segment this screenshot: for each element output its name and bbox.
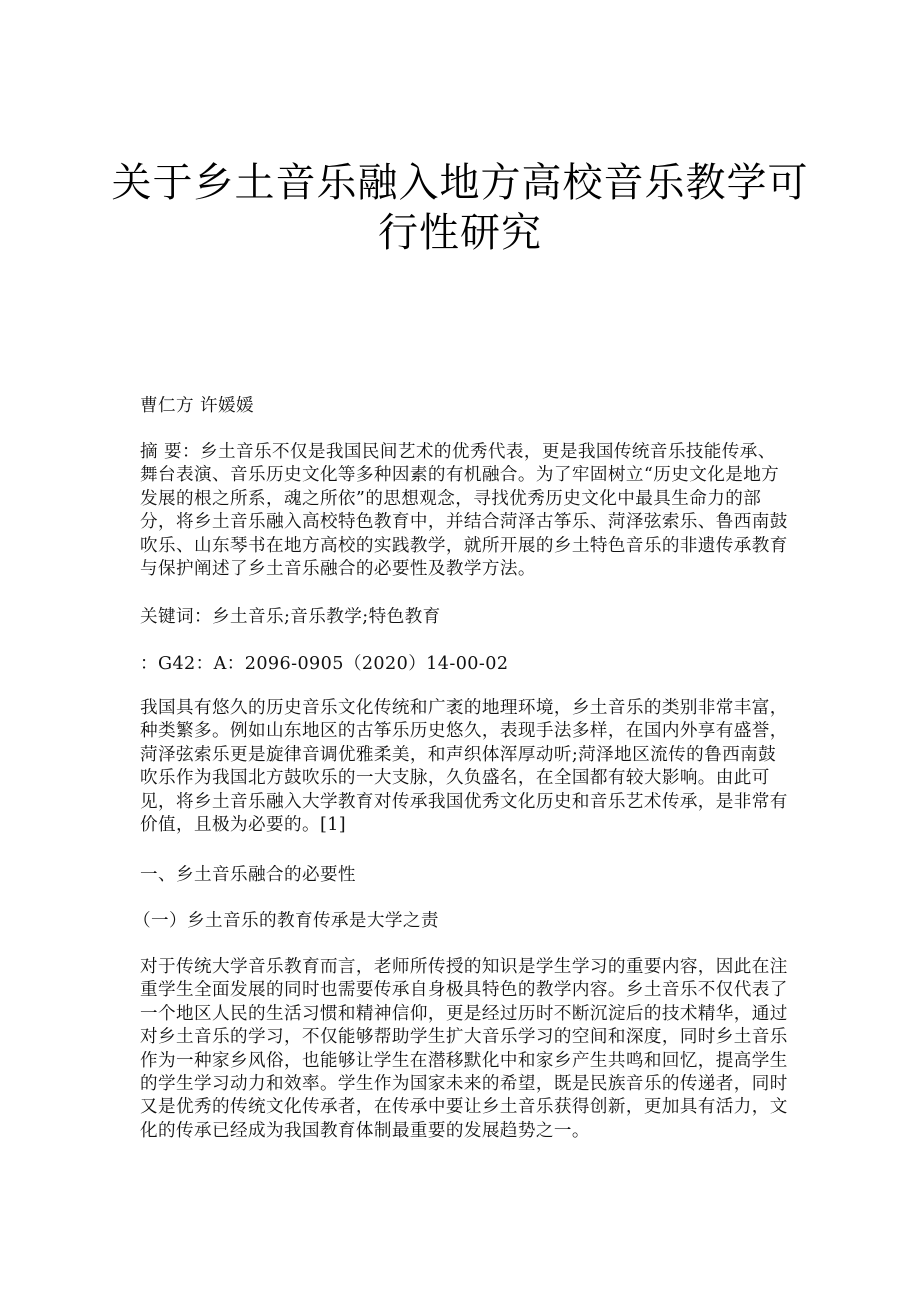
subsection-heading: [133, 910, 783, 933]
section-heading: [140, 864, 790, 887]
page-title: 关于乡土音乐融入地方高校音乐教学可行性研究: [111, 160, 809, 256]
keywords-text: 关键词：乡土音乐;音乐教学;特色教育: [140, 607, 441, 627]
intro-paragraph: [140, 697, 790, 837]
abstract: [140, 441, 790, 581]
subsection1-heading: （一）乡土音乐的教育传承是大学之责: [133, 911, 439, 931]
subsection1-body: 对于传统大学音乐教育而言，老师所传授的知识是学生学习的重要内容，因此在注重学生全面发展的同时也需要传承自身极具特色的教学内容。乡土音乐不仅代表了一个地区人民的生活习惯和精神信仰，更是经过历时不断沉淀后的技术精华，通过对乡土音乐的学习，不仅能够帮助学生扩大音乐学习的空间和深度，同时乡土音乐作为一种家乡风俗，也能够让学生在潜移默化中和家乡产生共鸣和回忆，提高学生的学生学习动力和效率。学生作为国家未来的希望，既是民族音乐的传递者，同时又是优秀的传统文化传承者，在传承中要让乡土音乐获得创新，更加具有活力，文化的传承已经成为我国教育体制最重要的发展趋势之一。: [140, 957, 788, 1141]
body-paragraph: [140, 956, 790, 1143]
intro-text: 我国具有悠久的历史音乐文化传统和广袤的地理环境，乡土音乐的类别非常丰富，种类繁多。例如山东地区的古筝乐历史悠久，表现手法多样，在国内外享有盛誉，菏泽弦索乐更是旋律音调优雅柔美，和声织体浑厚动听;菏泽地区流传的鲁西南鼓吹乐作为我国北方鼓吹乐的一大支脉，久负盛名，在全国都有较大影响。由此可见，将乡土音乐融入大学教育对传承我国优秀文化历史和音乐艺术传承，是非常有价值，且极为必要的。[1]: [140, 698, 788, 836]
authors-text: 曹仁方 许媛媛: [140, 396, 254, 416]
keywords: [140, 606, 790, 629]
authors: [140, 395, 790, 418]
classification: [140, 653, 790, 676]
classification-text: ：G42：A：2096-0905（2020）14-00-02: [140, 654, 509, 674]
section1-heading: 一、乡土音乐融合的必要性: [140, 865, 356, 885]
abstract-text: 摘 要：乡土音乐不仅是我国民间艺术的优秀代表，更是我国传统音乐技能传承、舞台表演、音乐历史文化等多种因素的有机融合。为了牢固树立“历史文化是地方发展的根之所系，魂之所依”的思想观念，寻找优秀历史文化中最具生命力的部分，将乡土音乐融入高校特色教育中，并结合菏泽古筝乐、菏泽弦索乐、鲁西南鼓吹乐、山东琴书在地方高校的实践教学，就所开展的乡土特色音乐的非遗传承教育与保护阐述了乡土音乐融合的必要性及教学方法。: [140, 442, 788, 580]
